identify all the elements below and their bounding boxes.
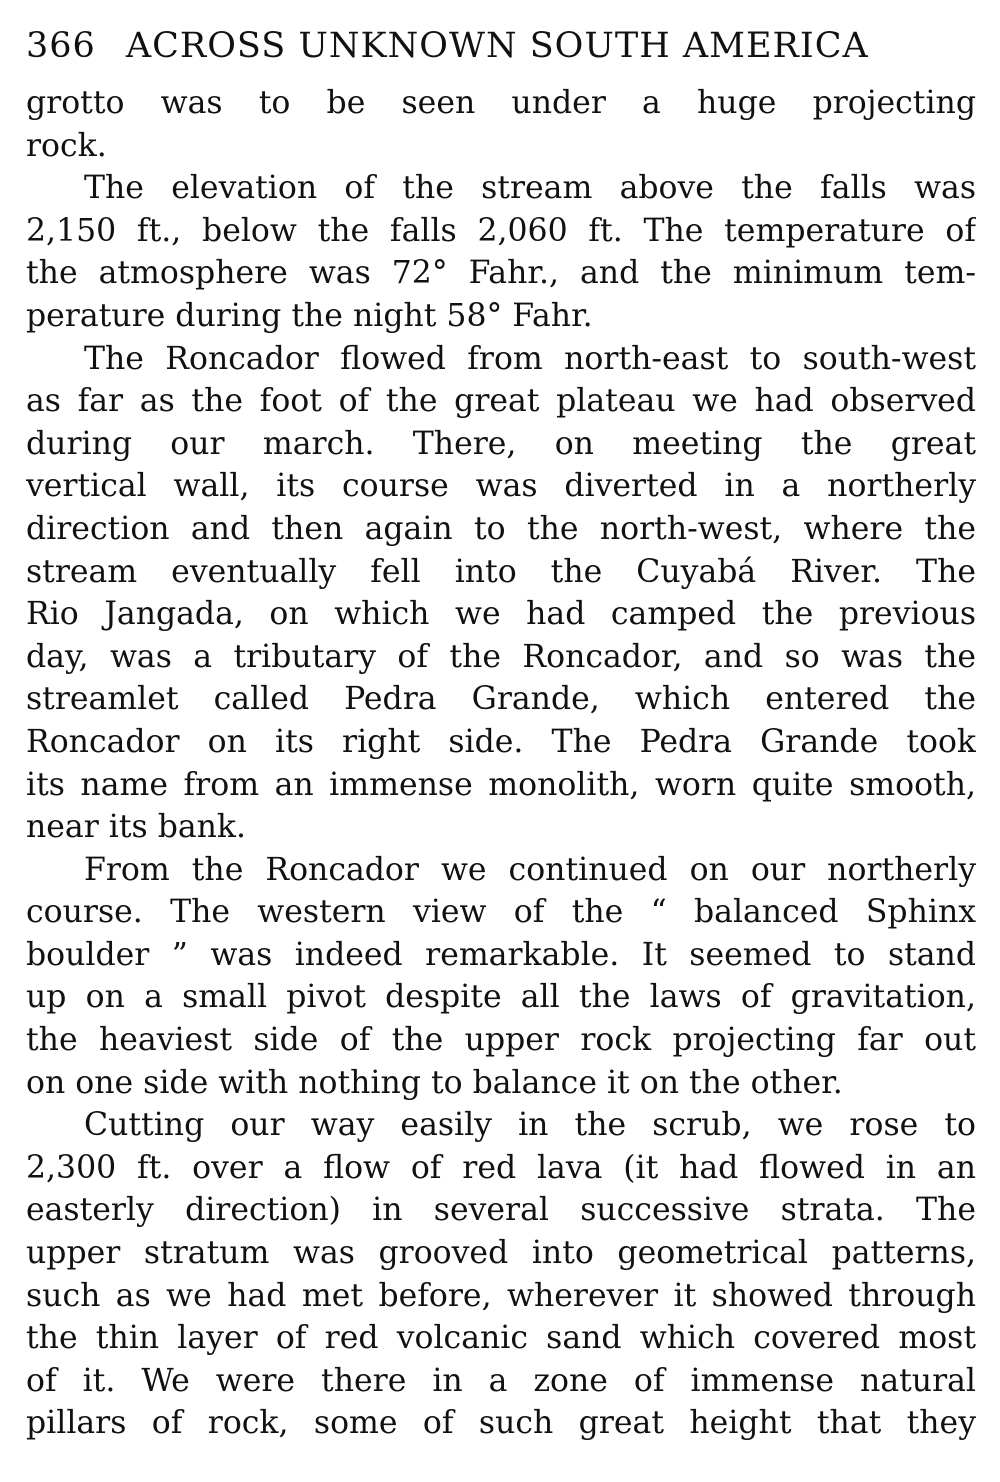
text-line: day, was a tributary of the Roncador, and so was the — [26, 638, 976, 675]
text-line: perature during the night 58° Fahr. — [26, 297, 593, 334]
text-line: up on a small pivot despite all the laws of gravitation, — [26, 979, 976, 1016]
text-line: grotto was to be seen under a huge projecting — [26, 85, 976, 121]
text-line: near its bank. — [26, 809, 247, 846]
text-line: the atmosphere was 72° Fahr., and the minimum tem- — [26, 255, 976, 292]
text-line: the heaviest side of the upper rock projecting far out — [26, 1022, 976, 1059]
text-line: pillars of rock, some of such great height that they — [26, 1405, 976, 1442]
text-line: rock. — [26, 127, 107, 164]
text-line: Rio Jangada, on which we had camped the previous — [26, 596, 976, 633]
text-line: stream eventually fell into the Cuyabá River. The — [26, 553, 976, 590]
text-line: direction and then again to the north-west, where the — [26, 510, 976, 547]
text-line: easterly direction) in several successive strata. The — [26, 1192, 976, 1229]
book-page — [26, 26, 976, 1445]
text-line: on one side with nothing to balance it on the other. — [26, 1064, 843, 1101]
text-line: 2,300 ft. over a flow of red lava (it had flowed in an — [26, 1149, 976, 1186]
text-line: such as we had met before, wherever it showed through — [26, 1277, 976, 1314]
text-line: The Roncador flowed from north-east to south-west — [84, 340, 976, 377]
text-line: during our march. There, on meeting the great — [26, 425, 976, 462]
text-line: course. The western view of the “ balanced Sphinx — [26, 894, 976, 931]
text-line: its name from an immense monolith, worn quite smooth, — [26, 766, 976, 803]
text-line: vertical wall, its course was diverted in a northerly — [26, 468, 976, 505]
text-line: 2,150 ft., below the falls 2,060 ft. The temperature of — [26, 212, 976, 249]
text-line: boulder ” was indeed remarkable. It seemed to stand — [26, 936, 976, 973]
text-line: of it. We were there in a zone of immense natural — [26, 1362, 976, 1399]
text-line: streamlet called Pedra Grande, which entered the — [26, 681, 976, 718]
running-title: ACROSS UNKNOWN SOUTH AMERICA — [125, 26, 869, 66]
body-text — [26, 82, 976, 1445]
text-line: The elevation of the stream above the falls was — [84, 170, 976, 207]
text-line: Cutting our way easily in the scrub, we rose to — [84, 1107, 976, 1144]
text-line: From the Roncador we continued on our northerly — [84, 851, 976, 888]
page-number: 366 — [26, 26, 96, 66]
text-line: as far as the foot of the great plateau we had observed — [26, 383, 976, 420]
text-line: upper stratum was grooved into geometrical patterns, — [26, 1235, 976, 1272]
running-head — [26, 26, 976, 82]
text-line: Roncador on its right side. The Pedra Grande took — [26, 723, 976, 760]
text-line: the thin layer of red volcanic sand which covered most — [26, 1320, 976, 1357]
